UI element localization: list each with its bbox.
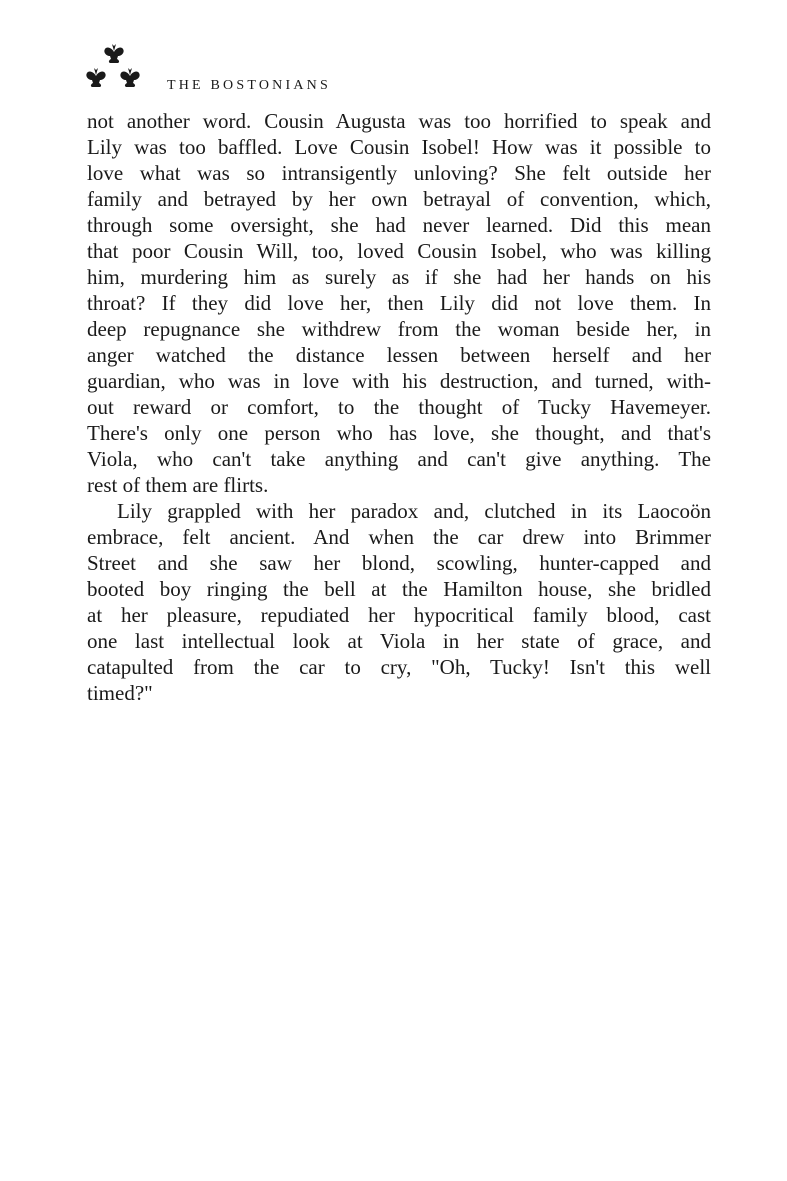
text-line: one last intellectual look at Viola in her state of grace, and (87, 629, 711, 653)
text-line: Lily was too baffled. Love Cousin Isobel! How was it possible to (87, 135, 711, 159)
text-line: booted boy ringing the bell at the Hamilton house, she bridled (87, 577, 711, 601)
text-line: Viola, who can't take anything and can't give anything. The (87, 447, 711, 471)
text-line: family and betrayed by her own betrayal of convention, which, (87, 187, 711, 211)
text-line: guardian, who was in love with his destruction, and turned, with- (87, 369, 711, 393)
text-line: anger watched the distance lessen between herself and her (87, 343, 711, 367)
text-line: out reward or comfort, to the thought of Tucky Havemeyer. (87, 395, 711, 419)
text-line: at her pleasure, repudiated her hypocritical family blood, cast (87, 603, 711, 627)
text-line: that poor Cousin Will, too, loved Cousin Isobel, who was killing (87, 239, 711, 263)
running-head: THE BOSTONIANS (167, 78, 331, 93)
text-line: through some oversight, she had never learned. Did this mean (87, 213, 711, 237)
text-line: Lily grappled with her paradox and, clutched in its Laocoön (117, 499, 711, 523)
text-line: There's only one person who has love, she thought, and that's (87, 421, 711, 445)
text-line: Street and she saw her blond, scowling, hunter-capped and (87, 551, 711, 575)
text-line: rest of them are flirts. (87, 473, 269, 497)
text-line: deep repugnance she withdrew from the woman beside her, in (87, 317, 711, 341)
paragraph (87, 108, 711, 498)
paragraph (87, 498, 711, 706)
fleuron-icon (84, 42, 144, 92)
text-line: not another word. Cousin Augusta was too horrified to speak and (87, 109, 711, 133)
text-line: timed?" (87, 681, 153, 705)
text-line: throat? If they did love her, then Lily did not love them. In (87, 291, 711, 315)
text-line: him, murdering him as surely as if she had her hands on his (87, 265, 711, 289)
text-line: embrace, felt ancient. And when the car drew into Brimmer (87, 525, 711, 549)
text-line: catapulted from the car to cry, "Oh, Tucky! Isn't this well (87, 655, 711, 679)
body-text (87, 108, 711, 706)
text-line: love what was so intransigently unloving? She felt outside her (87, 161, 711, 185)
fleuron-ornament (84, 42, 144, 92)
